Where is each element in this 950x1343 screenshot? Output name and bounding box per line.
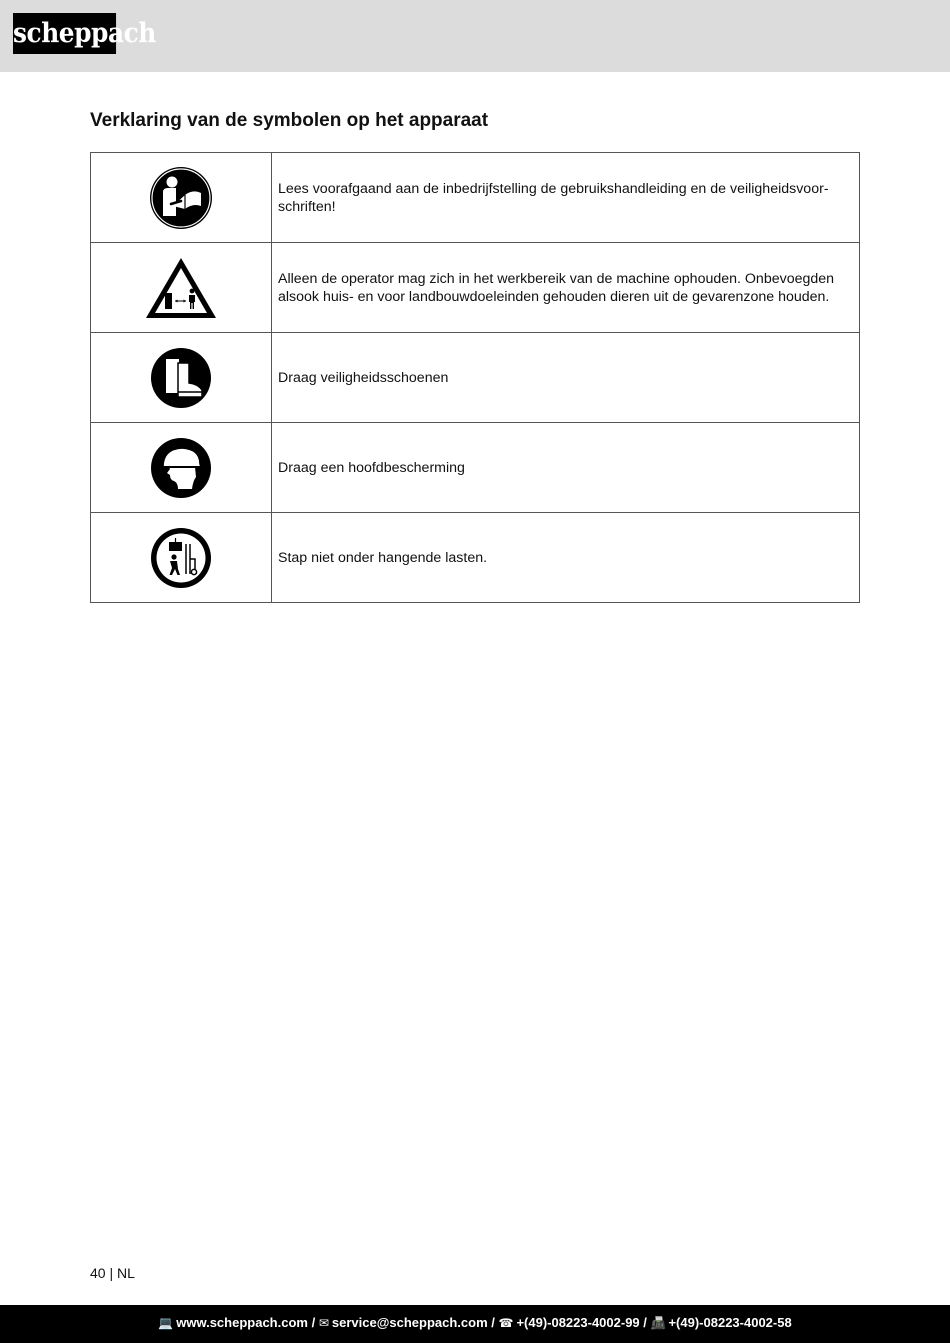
phone-icon: ☎: [498, 1316, 514, 1330]
footer-phone: +(49)-08223-4002-99: [516, 1315, 640, 1330]
footer-bar: [0, 1305, 950, 1343]
icon-cell: [91, 153, 272, 243]
icon-cell: [91, 243, 272, 333]
page-number: 40 | NL: [90, 1265, 135, 1281]
safety-shoes-icon: [150, 347, 212, 409]
page-title: Verklaring van de symbolen op het apparaat: [90, 110, 489, 131]
footer-separator: /: [639, 1315, 651, 1330]
footer-separator: /: [307, 1315, 319, 1330]
icon-cell: [91, 513, 272, 603]
suspended-load-icon: [150, 527, 212, 589]
scheppach-logo: scheppach: [13, 13, 116, 54]
symbol-description: Alleen de operator mag zich in het werkbereik van de machine ophouden. Onbevoegden alsook huis- en voor landbouwdoeleinden gehouden dieren uit de gevarenzone houden.: [272, 243, 860, 333]
language-code: NL: [117, 1265, 135, 1281]
fax-icon: 📠: [650, 1316, 666, 1330]
symbol-description: Draag een hoofdbescherming: [272, 423, 860, 513]
symbol-description: Stap niet onder hangende lasten.: [272, 513, 860, 603]
table-row: [91, 333, 860, 423]
footer-website[interactable]: www.scheppach.com: [176, 1315, 308, 1330]
hard-hat-icon: [150, 437, 212, 499]
icon-cell: [91, 333, 272, 423]
email-icon: ✉: [318, 1316, 329, 1330]
computer-icon: 💻: [158, 1316, 174, 1330]
symbol-description: Lees voorafgaand aan de inbedrijfstelling de gebruikshandleiding en de veiligheidsvoor-schriften!: [272, 153, 860, 243]
table-row: [91, 513, 860, 603]
footer-fax: +(49)-08223-4002-58: [668, 1315, 792, 1330]
table-row: [91, 423, 860, 513]
read-manual-icon: [149, 166, 213, 230]
footer-separator: /: [487, 1315, 499, 1330]
keep-distance-warning-icon: [143, 255, 219, 321]
symbol-description: Draag veiligheidsschoenen: [272, 333, 860, 423]
footer-email[interactable]: service@scheppach.com: [331, 1315, 488, 1330]
page-number-value: 40: [90, 1265, 106, 1281]
symbols-table: [90, 152, 860, 603]
table-row: [91, 153, 860, 243]
table-row: [91, 243, 860, 333]
icon-cell: [91, 423, 272, 513]
header-bar: [0, 0, 950, 72]
